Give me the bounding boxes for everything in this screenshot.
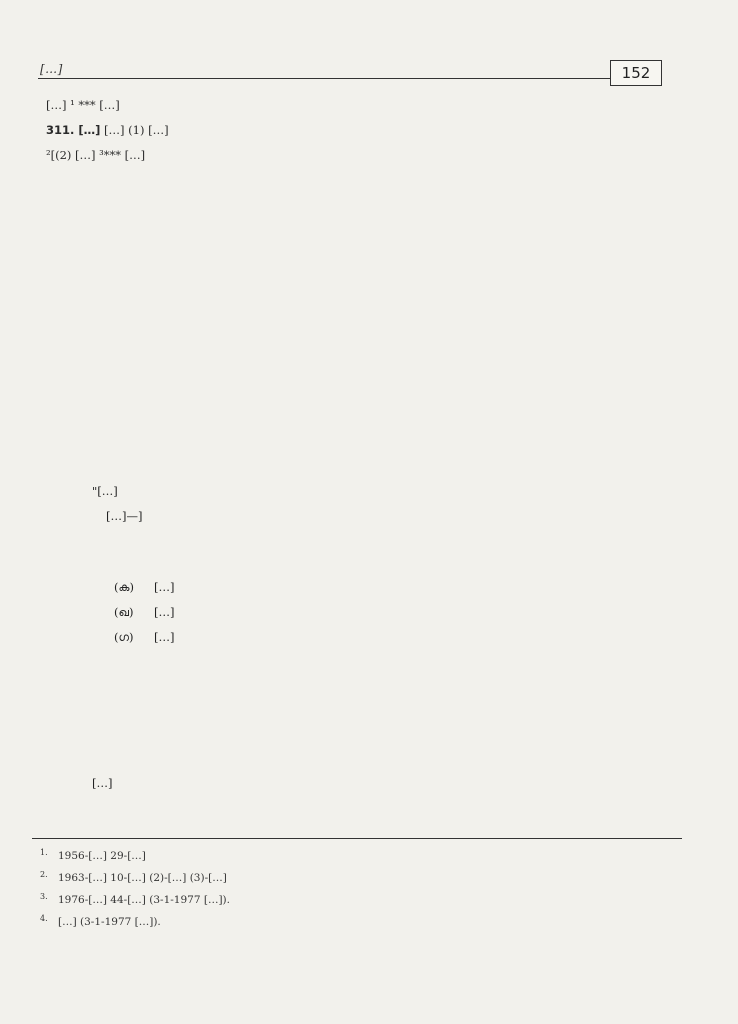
body-text [46, 96, 666, 171]
clause-ga-text: […] [154, 630, 175, 644]
footnote-3-number: 3. [40, 892, 48, 901]
section-311-heading: 311. […] [46, 123, 101, 137]
paragraph-1: […] ¹ *** […] [46, 98, 120, 112]
footnote-1 [40, 848, 680, 864]
footnotes [40, 848, 680, 936]
clause-ka [114, 578, 666, 597]
clause-kha [114, 603, 666, 622]
proviso-lead: […]—] [106, 509, 143, 523]
closing-line: […] [92, 776, 113, 790]
page-number: 152 [610, 60, 662, 86]
footnote-2 [40, 870, 680, 886]
footnote-3 [40, 892, 680, 908]
clause-kha-text: […] [154, 605, 175, 619]
header-rule [38, 78, 610, 79]
quoted-proviso [92, 482, 666, 532]
footnote-1-number: 1. [40, 848, 48, 857]
footnote-2-text: 1963-[…] 10-[…] (2)-[…] (3)-[…] [58, 872, 227, 884]
footnote-4-text: […] (3-1-1977 […]). [58, 916, 161, 928]
section-311-text: […] (1) […] [104, 123, 169, 137]
section-311 [46, 121, 666, 140]
footnote-4-number: 4. [40, 914, 48, 923]
clause-ga-mark: (ഗ) [114, 630, 134, 644]
footnote-rule [32, 838, 682, 839]
footnote-4 [40, 914, 680, 930]
clause-ga [114, 628, 666, 647]
footnote-3-text: 1976-[…] 44-[…] (3-1-1977 […]). [58, 894, 230, 906]
footnote-1-text: 1956-[…] 29-[…] [58, 850, 146, 862]
clause-ka-mark: (ക) [114, 580, 134, 594]
paragraph-2: ²[(2) […] ³*** […] [46, 148, 146, 162]
clause-kha-mark: (ഖ) [114, 605, 134, 619]
footnote-2-number: 2. [40, 870, 48, 879]
clause-ka-text: […] [154, 580, 175, 594]
running-head-title: […] [40, 62, 63, 76]
proviso-intro: "[…] [92, 484, 118, 498]
clause-list [114, 578, 666, 653]
